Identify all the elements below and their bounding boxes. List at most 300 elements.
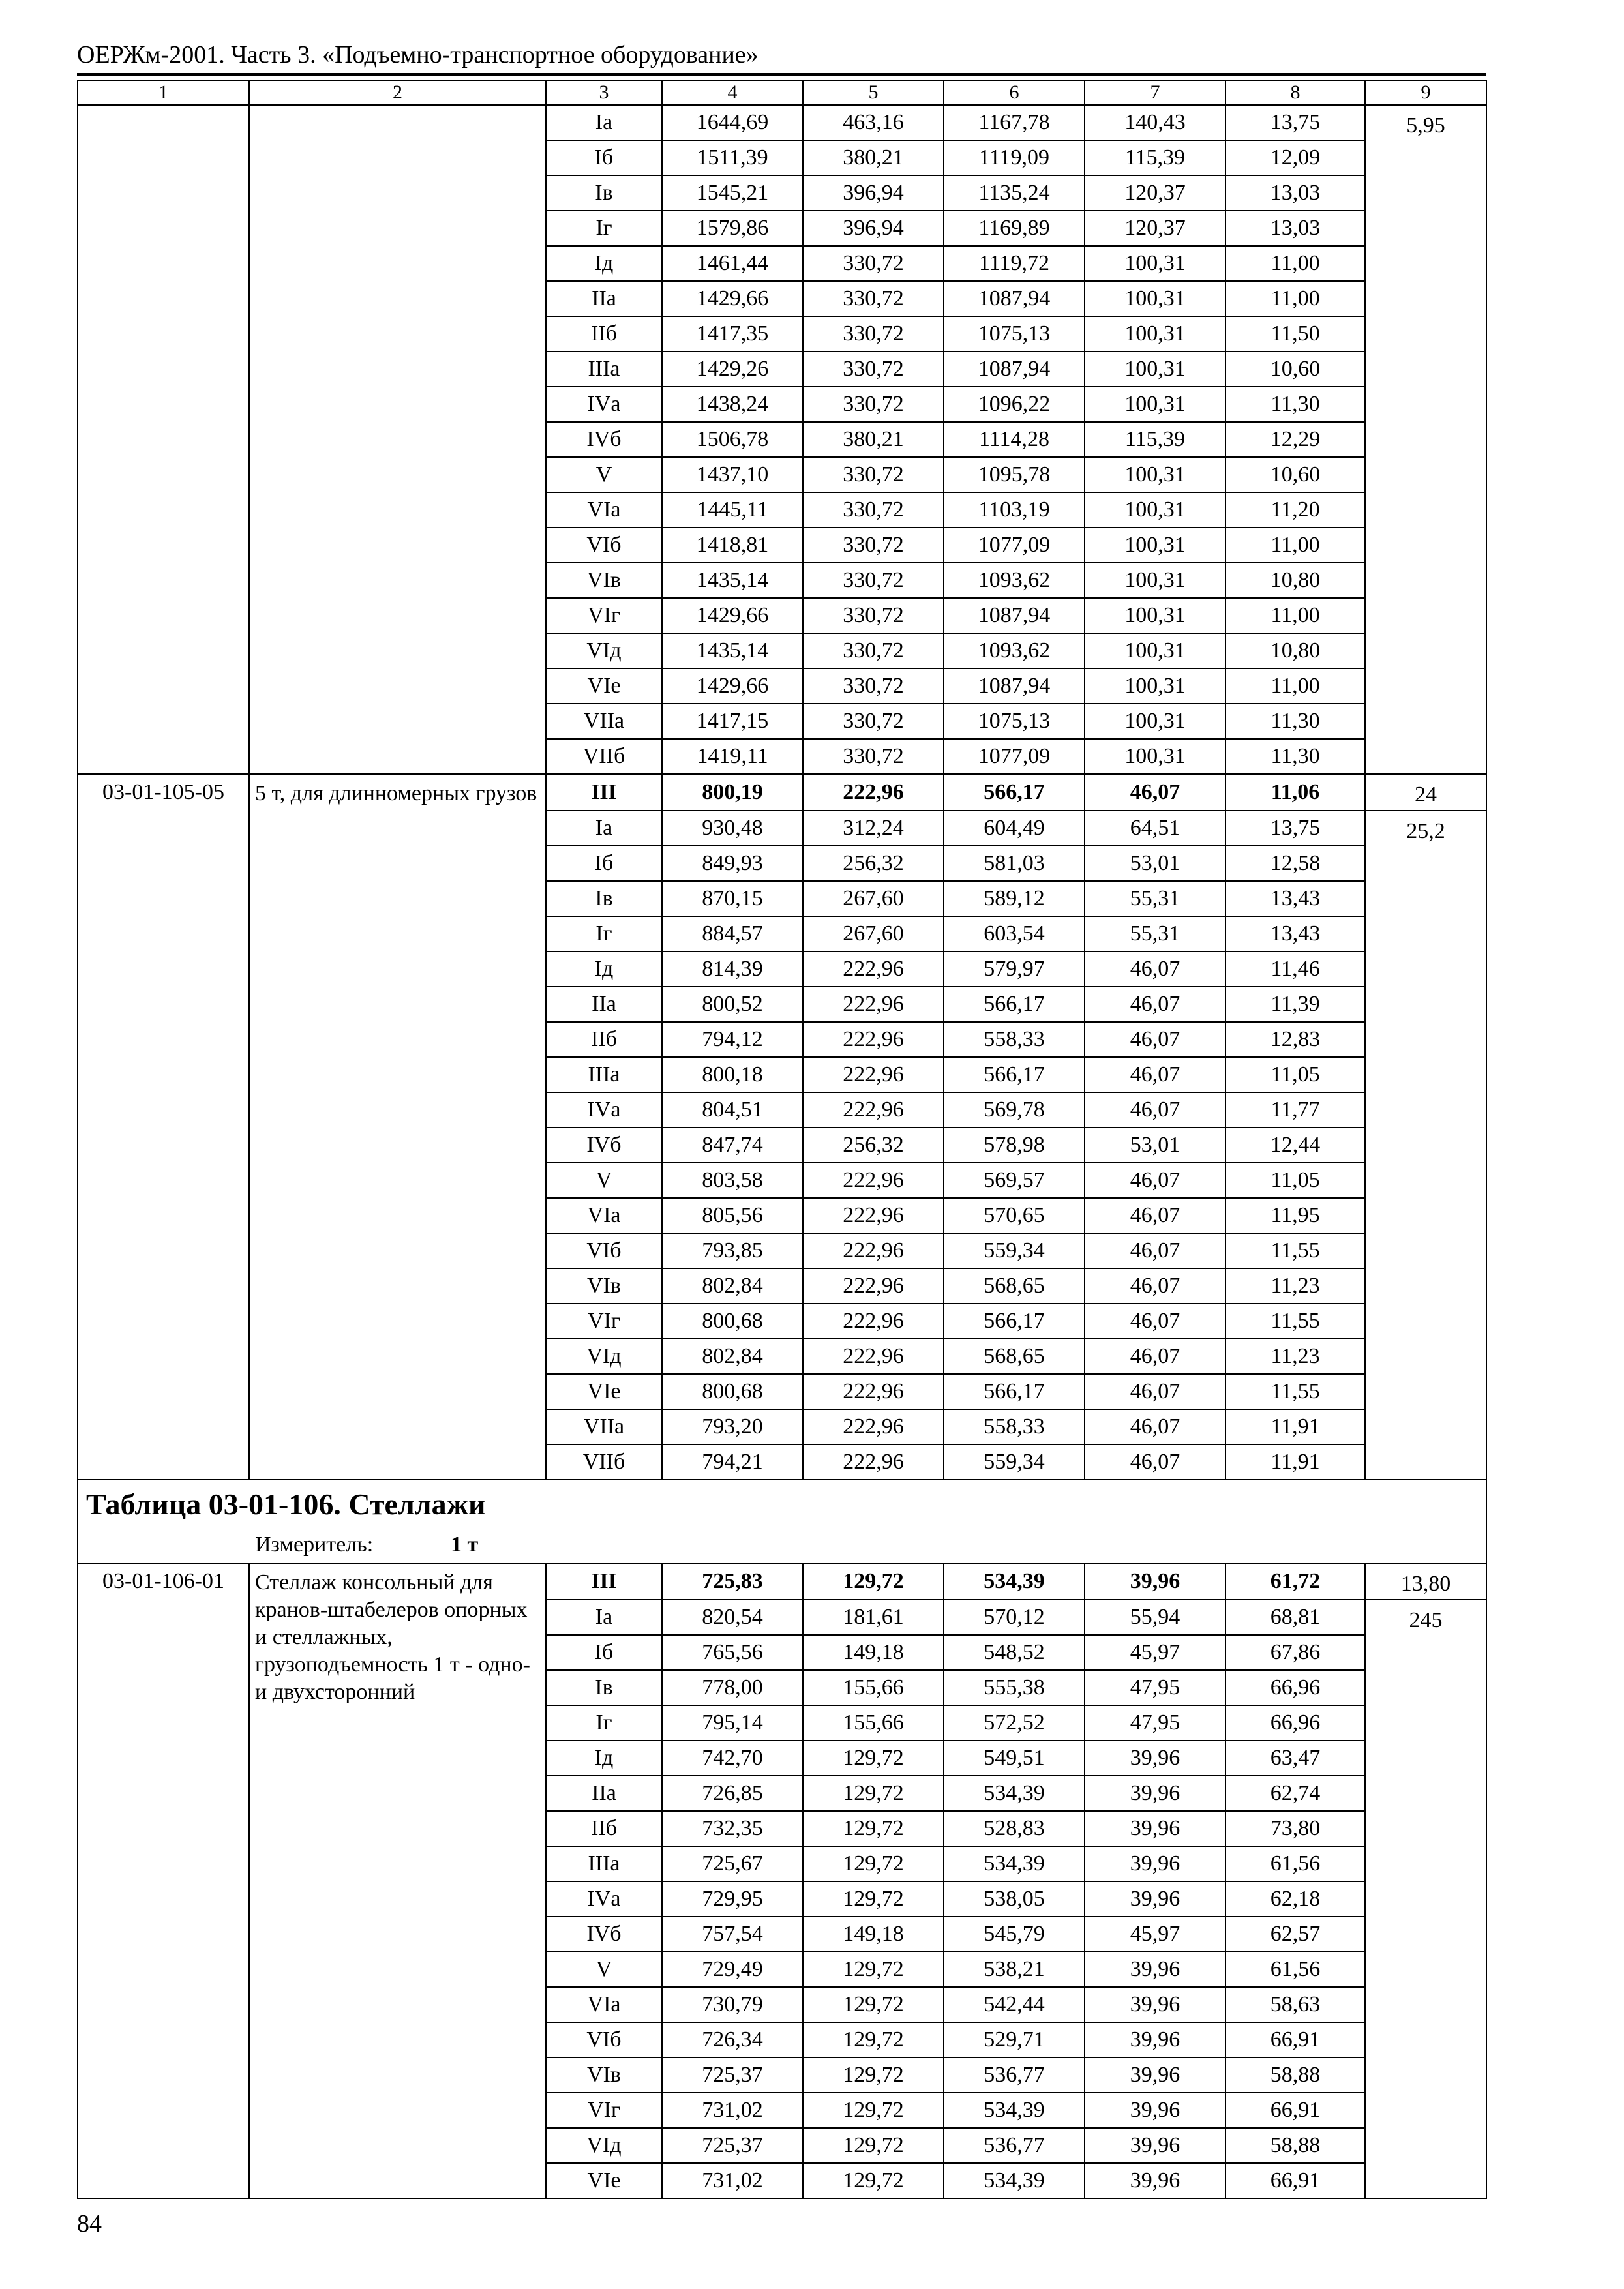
machines-cell: 566,17 bbox=[944, 1374, 1085, 1409]
machines-cell: 538,05 bbox=[944, 1881, 1085, 1917]
machines-cell: 545,79 bbox=[944, 1917, 1085, 1952]
wages-cell: 222,96 bbox=[803, 1022, 944, 1057]
wages-cell: 330,72 bbox=[803, 739, 944, 774]
total-cell: 742,70 bbox=[662, 1741, 803, 1776]
materials-cell: 61,56 bbox=[1226, 1846, 1365, 1881]
total-cell: 1644,69 bbox=[662, 105, 803, 140]
materials-cell: 66,91 bbox=[1226, 2093, 1365, 2128]
machines-cell: 570,12 bbox=[944, 1600, 1085, 1635]
wages-cell: 129,72 bbox=[803, 2093, 944, 2128]
wages-cell: 222,96 bbox=[803, 1057, 944, 1092]
group-cell: Iд bbox=[546, 1741, 662, 1776]
machines-cell: 542,44 bbox=[944, 1987, 1085, 2022]
total-cell: 778,00 bbox=[662, 1670, 803, 1705]
column-header: 1 bbox=[78, 80, 249, 105]
wages-cell: 129,72 bbox=[803, 1776, 944, 1811]
operator-wages-cell: 39,96 bbox=[1085, 1987, 1226, 2022]
wages-cell: 330,72 bbox=[803, 633, 944, 668]
machines-cell: 1114,28 bbox=[944, 422, 1085, 457]
wages-cell: 222,96 bbox=[803, 774, 944, 811]
operator-wages-cell: 45,97 bbox=[1085, 1635, 1226, 1670]
wages-cell: 129,72 bbox=[803, 1741, 944, 1776]
group-cell: Iг bbox=[546, 1705, 662, 1741]
machines-cell: 534,39 bbox=[944, 1846, 1085, 1881]
wages-cell: 222,96 bbox=[803, 1374, 944, 1409]
machines-cell: 534,39 bbox=[944, 1563, 1085, 1600]
materials-cell: 62,57 bbox=[1226, 1917, 1365, 1952]
total-cell: 803,58 bbox=[662, 1163, 803, 1198]
materials-cell: 11,50 bbox=[1226, 316, 1365, 352]
wages-cell: 222,96 bbox=[803, 1163, 944, 1198]
measure-unit: 1 т bbox=[451, 1533, 479, 1557]
group-cell: IIIа bbox=[546, 1057, 662, 1092]
group-cell: Iв bbox=[546, 175, 662, 211]
total-cell: 849,93 bbox=[662, 846, 803, 881]
materials-cell: 12,29 bbox=[1226, 422, 1365, 457]
wages-cell: 129,72 bbox=[803, 2022, 944, 2057]
machines-cell: 569,57 bbox=[944, 1163, 1085, 1198]
materials-cell: 10,60 bbox=[1226, 352, 1365, 387]
machines-cell: 581,03 bbox=[944, 846, 1085, 881]
group-cell: Iг bbox=[546, 916, 662, 951]
machines-cell: 589,12 bbox=[944, 881, 1085, 916]
total-cell: 729,95 bbox=[662, 1881, 803, 1917]
wages-cell: 380,21 bbox=[803, 140, 944, 175]
item-name: 5 т, для длинномерных грузов bbox=[249, 774, 546, 1480]
materials-cell: 11,05 bbox=[1226, 1163, 1365, 1198]
materials-cell: 13,43 bbox=[1226, 916, 1365, 951]
materials-cell: 13,75 bbox=[1226, 811, 1365, 846]
wages-cell: 312,24 bbox=[803, 811, 944, 846]
item-code: 03-01-105-05 bbox=[78, 774, 249, 1480]
total-cell: 800,52 bbox=[662, 987, 803, 1022]
materials-cell: 66,96 bbox=[1226, 1670, 1365, 1705]
wages-cell: 155,66 bbox=[803, 1705, 944, 1741]
operator-wages-cell: 100,31 bbox=[1085, 246, 1226, 281]
group-cell: VIб bbox=[546, 2022, 662, 2057]
group-cell: VIг bbox=[546, 1304, 662, 1339]
machines-cell: 559,34 bbox=[944, 1233, 1085, 1268]
materials-cell: 73,80 bbox=[1226, 1811, 1365, 1846]
wages-cell: 330,72 bbox=[803, 668, 944, 704]
group-cell: IVа bbox=[546, 387, 662, 422]
table-title-cell bbox=[78, 1480, 1486, 1563]
machines-cell: 1075,13 bbox=[944, 704, 1085, 739]
materials-cell: 11,95 bbox=[1226, 1198, 1365, 1233]
operator-wages-cell: 46,07 bbox=[1085, 774, 1226, 811]
materials-cell: 62,18 bbox=[1226, 1881, 1365, 1917]
group-cell: III bbox=[546, 774, 662, 811]
group-cell: VIд bbox=[546, 2128, 662, 2163]
operator-wages-cell: 100,31 bbox=[1085, 704, 1226, 739]
wages-cell: 129,72 bbox=[803, 1811, 944, 1846]
group-cell: VIIб bbox=[546, 739, 662, 774]
operator-wages-cell: 120,37 bbox=[1085, 175, 1226, 211]
wages-cell: 330,72 bbox=[803, 387, 944, 422]
total-cell: 930,48 bbox=[662, 811, 803, 846]
machines-cell: 566,17 bbox=[944, 987, 1085, 1022]
materials-cell: 61,72 bbox=[1226, 1563, 1365, 1600]
materials-cell: 13,43 bbox=[1226, 881, 1365, 916]
total-cell: 814,39 bbox=[662, 951, 803, 987]
operator-wages-cell: 100,31 bbox=[1085, 316, 1226, 352]
operator-wages-cell: 100,31 bbox=[1085, 387, 1226, 422]
total-cell: 794,12 bbox=[662, 1022, 803, 1057]
operator-wages-cell: 115,39 bbox=[1085, 422, 1226, 457]
machines-cell: 555,38 bbox=[944, 1670, 1085, 1705]
group-cell: Iб bbox=[546, 140, 662, 175]
machines-cell: 568,65 bbox=[944, 1339, 1085, 1374]
operator-wages-cell: 46,07 bbox=[1085, 1268, 1226, 1304]
materials-cell: 58,88 bbox=[1226, 2057, 1365, 2093]
machines-cell: 549,51 bbox=[944, 1741, 1085, 1776]
wages-cell: 330,72 bbox=[803, 704, 944, 739]
wages-cell: 267,60 bbox=[803, 916, 944, 951]
materials-cell: 10,60 bbox=[1226, 457, 1365, 492]
operator-wages-cell: 140,43 bbox=[1085, 105, 1226, 140]
wages-cell: 222,96 bbox=[803, 1304, 944, 1339]
materials-cell: 66,91 bbox=[1226, 2163, 1365, 2198]
group-cell: VIв bbox=[546, 2057, 662, 2093]
total-cell: 802,84 bbox=[662, 1268, 803, 1304]
total-cell: 802,84 bbox=[662, 1339, 803, 1374]
group-cell: VIг bbox=[546, 598, 662, 633]
total-cell: 729,49 bbox=[662, 1952, 803, 1987]
total-cell: 732,35 bbox=[662, 1811, 803, 1846]
wages-cell: 256,32 bbox=[803, 846, 944, 881]
materials-cell: 12,83 bbox=[1226, 1022, 1365, 1057]
materials-cell: 66,91 bbox=[1226, 2022, 1365, 2057]
machines-cell: 603,54 bbox=[944, 916, 1085, 951]
group-cell: Iв bbox=[546, 1670, 662, 1705]
materials-cell: 11,05 bbox=[1226, 1057, 1365, 1092]
total-cell: 800,68 bbox=[662, 1374, 803, 1409]
machines-cell: 568,65 bbox=[944, 1268, 1085, 1304]
group-cell: IIа bbox=[546, 987, 662, 1022]
total-cell: 870,15 bbox=[662, 881, 803, 916]
total-cell: 730,79 bbox=[662, 1987, 803, 2022]
column-header: 6 bbox=[944, 80, 1085, 105]
item-name: Стеллаж консольный для кранов-штабелеров опорных и стеллажных, грузоподъемность 1 т - одно- и двухсторонний bbox=[249, 1563, 546, 2198]
operator-wages-cell: 46,07 bbox=[1085, 951, 1226, 987]
operator-wages-cell: 46,07 bbox=[1085, 1022, 1226, 1057]
total-cell: 1445,11 bbox=[662, 492, 803, 528]
operator-wages-cell: 100,31 bbox=[1085, 492, 1226, 528]
operator-wages-cell: 46,07 bbox=[1085, 1444, 1226, 1480]
total-cell: 1435,14 bbox=[662, 633, 803, 668]
operator-wages-cell: 53,01 bbox=[1085, 846, 1226, 881]
operator-wages-cell: 100,31 bbox=[1085, 528, 1226, 563]
group-cell: VIд bbox=[546, 633, 662, 668]
machines-cell: 1095,78 bbox=[944, 457, 1085, 492]
group-cell: IIа bbox=[546, 281, 662, 316]
group-cell: IVб bbox=[546, 1917, 662, 1952]
group-cell: Iд bbox=[546, 951, 662, 987]
operator-wages-cell: 46,07 bbox=[1085, 1057, 1226, 1092]
machines-cell: 1077,09 bbox=[944, 739, 1085, 774]
group-cell: IVа bbox=[546, 1881, 662, 1917]
group-cell: Iб bbox=[546, 1635, 662, 1670]
materials-cell: 68,81 bbox=[1226, 1600, 1365, 1635]
materials-cell: 10,80 bbox=[1226, 633, 1365, 668]
operator-wages-cell: 100,31 bbox=[1085, 457, 1226, 492]
machines-cell: 578,98 bbox=[944, 1128, 1085, 1163]
machines-cell: 1167,78 bbox=[944, 105, 1085, 140]
item-code: 03-01-106-01 bbox=[78, 1563, 249, 2198]
total-cell: 1429,66 bbox=[662, 668, 803, 704]
materials-cell: 12,09 bbox=[1226, 140, 1365, 175]
materials-cell: 12,58 bbox=[1226, 846, 1365, 881]
total-cell: 1417,15 bbox=[662, 704, 803, 739]
total-cell: 800,19 bbox=[662, 774, 803, 811]
group-cell: VIIа bbox=[546, 1409, 662, 1444]
wages-cell: 149,18 bbox=[803, 1635, 944, 1670]
group-cell: VIIб bbox=[546, 1444, 662, 1480]
machines-cell: 558,33 bbox=[944, 1022, 1085, 1057]
operator-wages-cell: 100,31 bbox=[1085, 598, 1226, 633]
operator-wages-cell: 39,96 bbox=[1085, 1741, 1226, 1776]
operator-wages-cell: 47,95 bbox=[1085, 1705, 1226, 1741]
wages-cell: 129,72 bbox=[803, 2057, 944, 2093]
materials-cell: 13,75 bbox=[1226, 105, 1365, 140]
total-cell: 726,85 bbox=[662, 1776, 803, 1811]
wages-cell: 330,72 bbox=[803, 457, 944, 492]
machines-cell: 538,21 bbox=[944, 1952, 1085, 1987]
column-header-row bbox=[78, 80, 1486, 105]
materials-cell: 11,30 bbox=[1226, 387, 1365, 422]
operator-wages-cell: 45,97 bbox=[1085, 1917, 1226, 1952]
total-cell: 1435,14 bbox=[662, 563, 803, 598]
total-cell: 793,20 bbox=[662, 1409, 803, 1444]
machines-cell: 534,39 bbox=[944, 2093, 1085, 2128]
total-cell: 757,54 bbox=[662, 1917, 803, 1952]
materials-cell: 11,91 bbox=[1226, 1409, 1365, 1444]
materials-cell: 13,03 bbox=[1226, 211, 1365, 246]
operator-wages-cell: 47,95 bbox=[1085, 1670, 1226, 1705]
materials-cell: 11,30 bbox=[1226, 739, 1365, 774]
operator-wages-cell: 46,07 bbox=[1085, 1304, 1226, 1339]
group-cell: VIв bbox=[546, 563, 662, 598]
table-row bbox=[78, 774, 1486, 811]
column-header: 4 bbox=[662, 80, 803, 105]
materials-cell: 11,30 bbox=[1226, 704, 1365, 739]
machines-cell: 1096,22 bbox=[944, 387, 1085, 422]
machines-cell: 1103,19 bbox=[944, 492, 1085, 528]
wages-cell: 380,21 bbox=[803, 422, 944, 457]
wages-cell: 330,72 bbox=[803, 246, 944, 281]
wages-cell: 129,72 bbox=[803, 1846, 944, 1881]
price-table bbox=[77, 80, 1487, 2199]
group-cell: VIе bbox=[546, 668, 662, 704]
wages-cell: 330,72 bbox=[803, 492, 944, 528]
wages-cell: 181,61 bbox=[803, 1600, 944, 1635]
total-cell: 725,37 bbox=[662, 2057, 803, 2093]
operator-wages-cell: 100,31 bbox=[1085, 633, 1226, 668]
materials-cell: 11,00 bbox=[1226, 598, 1365, 633]
operator-wages-cell: 53,01 bbox=[1085, 1128, 1226, 1163]
total-cell: 726,34 bbox=[662, 2022, 803, 2057]
total-cell: 725,83 bbox=[662, 1563, 803, 1600]
wages-cell: 129,72 bbox=[803, 1987, 944, 2022]
group-cell: Iв bbox=[546, 881, 662, 916]
machines-cell: 579,97 bbox=[944, 951, 1085, 987]
group-cell: VIб bbox=[546, 1233, 662, 1268]
column-9-value: 13,80 bbox=[1365, 1563, 1486, 1600]
operator-wages-cell: 46,07 bbox=[1085, 987, 1226, 1022]
machines-cell: 1087,94 bbox=[944, 281, 1085, 316]
operator-wages-cell: 100,31 bbox=[1085, 352, 1226, 387]
column-header: 5 bbox=[803, 80, 944, 105]
wages-cell: 129,72 bbox=[803, 2163, 944, 2198]
operator-wages-cell: 100,31 bbox=[1085, 668, 1226, 704]
column-9-value: 25,2 bbox=[1365, 811, 1486, 1480]
operator-wages-cell: 100,31 bbox=[1085, 281, 1226, 316]
total-cell: 731,02 bbox=[662, 2093, 803, 2128]
machines-cell: 572,52 bbox=[944, 1705, 1085, 1741]
materials-cell: 62,74 bbox=[1226, 1776, 1365, 1811]
total-cell: 1506,78 bbox=[662, 422, 803, 457]
total-cell: 765,56 bbox=[662, 1635, 803, 1670]
total-cell: 800,18 bbox=[662, 1057, 803, 1092]
wages-cell: 330,72 bbox=[803, 316, 944, 352]
group-cell: IIа bbox=[546, 1776, 662, 1811]
column-header: 2 bbox=[249, 80, 546, 105]
group-cell: Iа bbox=[546, 1600, 662, 1635]
wages-cell: 330,72 bbox=[803, 281, 944, 316]
materials-cell: 11,39 bbox=[1226, 987, 1365, 1022]
total-cell: 820,54 bbox=[662, 1600, 803, 1635]
table-row bbox=[78, 1563, 1486, 1600]
machines-cell: 569,78 bbox=[944, 1092, 1085, 1128]
materials-cell: 12,44 bbox=[1226, 1128, 1365, 1163]
item-name bbox=[249, 105, 546, 774]
machines-cell: 558,33 bbox=[944, 1409, 1085, 1444]
wages-cell: 222,96 bbox=[803, 1233, 944, 1268]
total-cell: 795,14 bbox=[662, 1705, 803, 1741]
operator-wages-cell: 46,07 bbox=[1085, 1233, 1226, 1268]
measure-label: Измеритель: bbox=[255, 1533, 374, 1557]
column-9-value: 245 bbox=[1365, 1600, 1486, 2198]
materials-cell: 11,06 bbox=[1226, 774, 1365, 811]
total-cell: 1579,86 bbox=[662, 211, 803, 246]
machines-cell: 1087,94 bbox=[944, 352, 1085, 387]
machines-cell: 1093,62 bbox=[944, 563, 1085, 598]
column-header: 7 bbox=[1085, 80, 1226, 105]
group-cell: Iг bbox=[546, 211, 662, 246]
page-header: ОЕРЖм-2001. Часть 3. «Подъемно-транспортное оборудование» bbox=[77, 41, 759, 68]
machines-cell: 566,17 bbox=[944, 1057, 1085, 1092]
materials-cell: 11,23 bbox=[1226, 1339, 1365, 1374]
total-cell: 1418,81 bbox=[662, 528, 803, 563]
total-cell: 805,56 bbox=[662, 1198, 803, 1233]
group-cell: V bbox=[546, 1952, 662, 1987]
operator-wages-cell: 46,07 bbox=[1085, 1339, 1226, 1374]
wages-cell: 222,96 bbox=[803, 1339, 944, 1374]
wages-cell: 222,96 bbox=[803, 1268, 944, 1304]
group-cell: V bbox=[546, 1163, 662, 1198]
column-9-value: 5,95 bbox=[1365, 105, 1486, 774]
materials-cell: 11,77 bbox=[1226, 1092, 1365, 1128]
machines-cell: 1087,94 bbox=[944, 598, 1085, 633]
materials-cell: 11,00 bbox=[1226, 668, 1365, 704]
group-cell: VIг bbox=[546, 2093, 662, 2128]
operator-wages-cell: 120,37 bbox=[1085, 211, 1226, 246]
group-cell: IIIа bbox=[546, 352, 662, 387]
wages-cell: 222,96 bbox=[803, 1409, 944, 1444]
group-cell: Iа bbox=[546, 105, 662, 140]
total-cell: 1429,66 bbox=[662, 281, 803, 316]
total-cell: 725,37 bbox=[662, 2128, 803, 2163]
wages-cell: 222,96 bbox=[803, 1198, 944, 1233]
column-header: 8 bbox=[1226, 80, 1365, 105]
total-cell: 1429,66 bbox=[662, 598, 803, 633]
wages-cell: 256,32 bbox=[803, 1128, 944, 1163]
group-cell: VIа bbox=[546, 1198, 662, 1233]
total-cell: 1429,26 bbox=[662, 352, 803, 387]
page-number: 84 bbox=[77, 2210, 102, 2237]
materials-cell: 10,80 bbox=[1226, 563, 1365, 598]
materials-cell: 11,55 bbox=[1226, 1374, 1365, 1409]
machines-cell: 1093,62 bbox=[944, 633, 1085, 668]
total-cell: 884,57 bbox=[662, 916, 803, 951]
wages-cell: 222,96 bbox=[803, 1092, 944, 1128]
table-row bbox=[78, 105, 1486, 140]
operator-wages-cell: 115,39 bbox=[1085, 140, 1226, 175]
materials-cell: 11,55 bbox=[1226, 1233, 1365, 1268]
header-rule bbox=[77, 73, 1486, 76]
wages-cell: 330,72 bbox=[803, 528, 944, 563]
operator-wages-cell: 39,96 bbox=[1085, 1952, 1226, 1987]
materials-cell: 11,00 bbox=[1226, 281, 1365, 316]
materials-cell: 58,88 bbox=[1226, 2128, 1365, 2163]
group-cell: IVб bbox=[546, 422, 662, 457]
wages-cell: 155,66 bbox=[803, 1670, 944, 1705]
wages-cell: 149,18 bbox=[803, 1917, 944, 1952]
operator-wages-cell: 39,96 bbox=[1085, 2093, 1226, 2128]
group-cell: VIд bbox=[546, 1339, 662, 1374]
wages-cell: 330,72 bbox=[803, 352, 944, 387]
machines-cell: 548,52 bbox=[944, 1635, 1085, 1670]
materials-cell: 11,91 bbox=[1226, 1444, 1365, 1480]
operator-wages-cell: 46,07 bbox=[1085, 1409, 1226, 1444]
wages-cell: 267,60 bbox=[803, 881, 944, 916]
table-title: Таблица 03-01-106. Стеллажи bbox=[86, 1488, 486, 1521]
operator-wages-cell: 39,96 bbox=[1085, 2163, 1226, 2198]
machines-cell: 536,77 bbox=[944, 2057, 1085, 2093]
wages-cell: 396,94 bbox=[803, 211, 944, 246]
operator-wages-cell: 55,31 bbox=[1085, 881, 1226, 916]
operator-wages-cell: 39,96 bbox=[1085, 2057, 1226, 2093]
total-cell: 1419,11 bbox=[662, 739, 803, 774]
total-cell: 731,02 bbox=[662, 2163, 803, 2198]
total-cell: 1438,24 bbox=[662, 387, 803, 422]
total-cell: 794,21 bbox=[662, 1444, 803, 1480]
materials-cell: 11,23 bbox=[1226, 1268, 1365, 1304]
wages-cell: 222,96 bbox=[803, 987, 944, 1022]
group-cell: IVа bbox=[546, 1092, 662, 1128]
operator-wages-cell: 39,96 bbox=[1085, 1846, 1226, 1881]
operator-wages-cell: 55,94 bbox=[1085, 1600, 1226, 1635]
wages-cell: 463,16 bbox=[803, 105, 944, 140]
wages-cell: 129,72 bbox=[803, 1563, 944, 1600]
group-cell: VIв bbox=[546, 1268, 662, 1304]
total-cell: 1545,21 bbox=[662, 175, 803, 211]
machines-cell: 529,71 bbox=[944, 2022, 1085, 2057]
group-cell: IIб bbox=[546, 1022, 662, 1057]
total-cell: 1417,35 bbox=[662, 316, 803, 352]
group-cell: IIIа bbox=[546, 1846, 662, 1881]
group-cell: V bbox=[546, 457, 662, 492]
